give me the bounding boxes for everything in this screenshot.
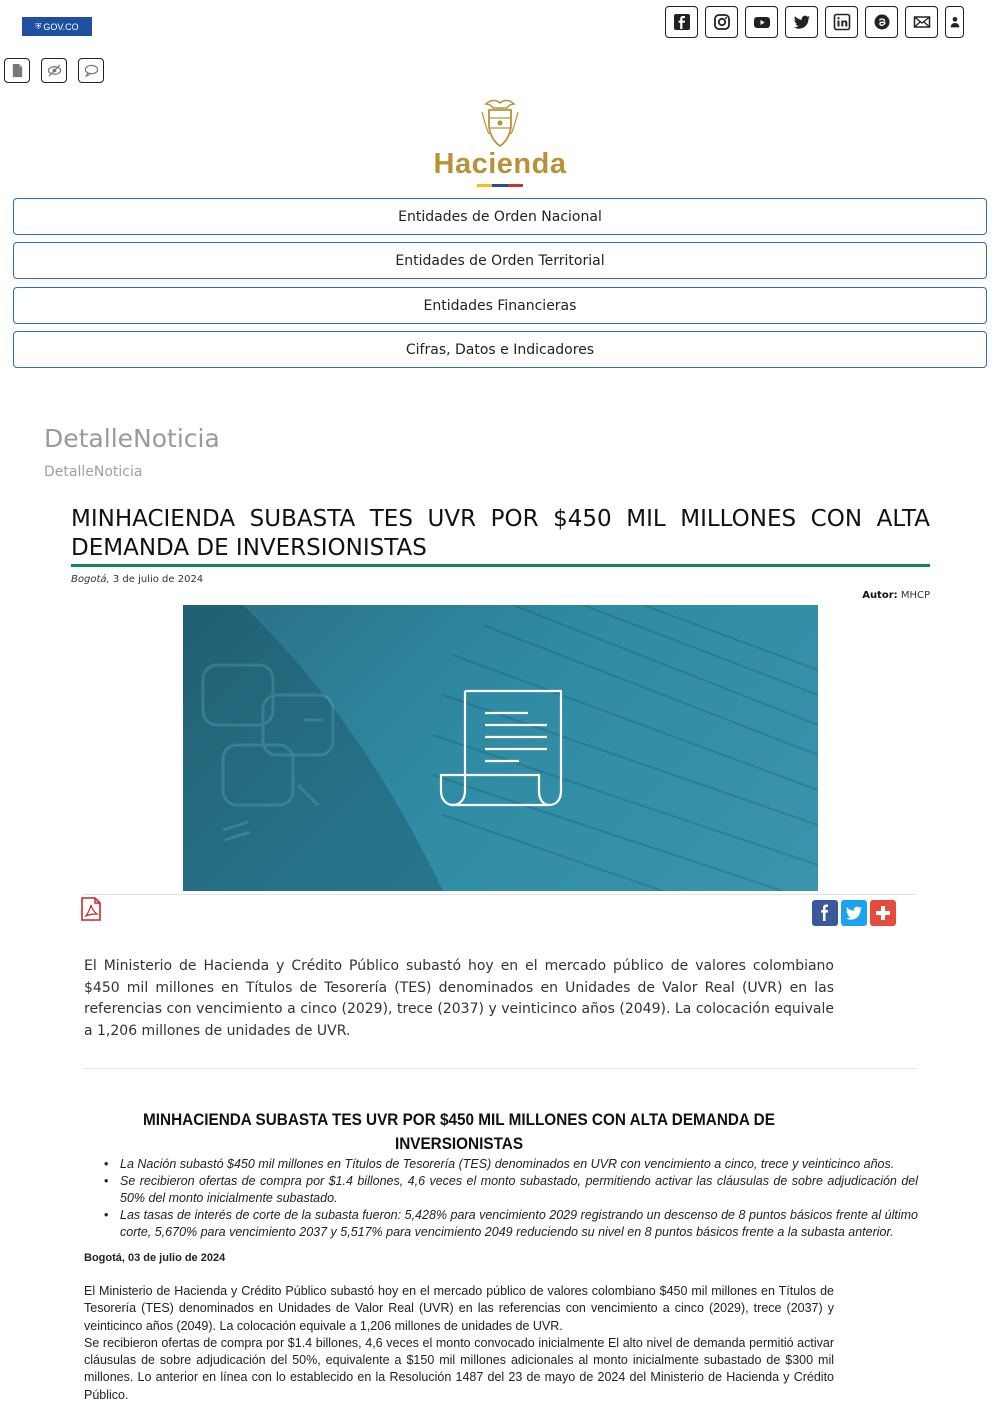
nav-entidades-territorial[interactable]: Entidades de Orden Territorial xyxy=(13,242,987,279)
document-button[interactable] xyxy=(4,58,30,83)
breadcrumb: DetalleNoticia xyxy=(44,464,143,480)
facebook-icon xyxy=(673,13,691,31)
mail-icon xyxy=(913,13,931,31)
linkedin-link[interactable] xyxy=(825,6,858,38)
facebook-link[interactable] xyxy=(665,6,698,38)
article-hero-image xyxy=(183,605,818,891)
lead-divider xyxy=(84,1068,916,1069)
addthis-share-button[interactable] xyxy=(870,900,896,926)
instagram-icon xyxy=(713,13,731,31)
instagram-link[interactable] xyxy=(705,6,738,38)
press-date: Bogotá, 03 de julio de 2024 xyxy=(84,1252,226,1264)
share-buttons xyxy=(812,900,896,926)
pdf-icon[interactable] xyxy=(80,897,102,921)
twitter-share-button[interactable] xyxy=(841,900,867,926)
facebook-share-icon xyxy=(817,903,833,923)
linkedin-icon xyxy=(833,13,851,31)
logo-wordmark: Hacienda xyxy=(433,148,567,180)
article-bullets xyxy=(84,1156,918,1241)
addthis-share-icon xyxy=(874,904,892,922)
twitter-share-icon xyxy=(844,904,864,922)
headline-divider xyxy=(71,564,930,567)
youtube-link[interactable] xyxy=(745,6,778,38)
document-icon xyxy=(10,63,25,78)
author-value: MHCP xyxy=(897,590,930,601)
threads-icon xyxy=(873,13,891,31)
body-paragraph: Se recibieron ofertas de compra por $1.4 billones, 4,6 veces el monto convocado inicialmente El alto nivel de demanda permitió activar cláusulas de sobre adjudicación del 50%, equivalente a $150 mil millones adicionales al monto inicialmente subastado de $300 mil millones. Lo anterior en línea con lo establecido en la Resolución 1487 del 23 de mayo de 2024 del Ministerio de Hacienda y Crédito Público. xyxy=(84,1335,834,1402)
date-city: Bogotá, xyxy=(71,574,110,585)
body-paragraph: El Ministerio de Hacienda y Crédito Público subastó hoy en el mercado público de valores colombiano $450 mil millones en Títulos de Tesorería (TES) denominados en Unidades de Valor Real (UVR) en las referencias con vencimiento a cinco (2029), trece (2037) y veinticinco años (2049). La colocación equivale a 1,206 millones de unidades de UVR. xyxy=(84,1284,834,1333)
flag-bar xyxy=(477,184,523,187)
user-icon xyxy=(949,14,961,30)
article-headline: MINHACIENDA SUBASTA TES UVR POR $450 MIL MILLONES CON ALTA DEMANDA DE INVERSIONISTAS xyxy=(71,506,930,561)
gov-shield-icon: ⛨ xyxy=(35,21,42,31)
contrast-button[interactable] xyxy=(41,58,67,83)
mail-link[interactable] xyxy=(905,6,938,38)
nav-entidades-financieras[interactable]: Entidades Financieras xyxy=(13,287,987,324)
youtube-icon xyxy=(753,13,771,31)
twitter-link[interactable] xyxy=(785,6,818,38)
article-subhead: MINHACIENDA SUBASTA TES UVR POR $450 MIL MILLONES CON ALTA DEMANDA DE INVERSIONISTAS xyxy=(143,1110,775,1153)
gov-co-badge[interactable] xyxy=(22,17,92,36)
nav-cifras-datos[interactable]: Cifras, Datos e Indicadores xyxy=(13,331,987,368)
list-item: • Se recibieron ofertas de compra por $1.4 billones, 4,6 veces el monto subastado, permitiendo activar las cláusulas de sobre adjudicación del 50% del monto inicialmente subastado. xyxy=(84,1173,918,1207)
gov-co-label: GOV.CO xyxy=(43,21,79,32)
chat-button[interactable] xyxy=(78,58,104,83)
article-body xyxy=(84,1283,834,1404)
author-label: Autor: xyxy=(862,590,898,601)
article-date xyxy=(71,574,203,585)
date-text: 3 de julio de 2024 xyxy=(109,574,204,585)
accessibility-tools xyxy=(4,58,104,83)
article-lead: El Ministerio de Hacienda y Crédito Público subastó hoy en el mercado público de valores colombiano $450 mil millones en Títulos de Tesorería (TES) denominados en Unidades de Valor Real (UVR) en las referencias con vencimiento a cinco (2029), trece (2037) y veinticinco años (2049). La colocación equivale a 1,206 millones de unidades de UVR. xyxy=(84,958,834,1039)
threads-link[interactable] xyxy=(865,6,898,38)
social-links xyxy=(665,6,964,38)
twitter-icon xyxy=(793,13,811,31)
hacienda-logo[interactable] xyxy=(430,98,570,187)
list-item: • La Nación subastó $450 mil millones en Títulos de Tesorería (TES) denominados en UVR con vencimiento a cinco, trece y veinticinco años. xyxy=(84,1156,918,1173)
hide-eye-icon xyxy=(47,63,62,78)
user-link[interactable] xyxy=(945,6,964,38)
nav-entidades-nacional[interactable]: Entidades de Orden Nacional xyxy=(13,198,987,235)
chat-icon xyxy=(84,63,99,78)
coat-of-arms-icon xyxy=(476,98,524,150)
list-item: • Las tasas de interés de corte de la subasta fueron: 5,428% para vencimiento 2029 registrando un descenso de 8 puntos básicos frente al último corte, 5,670% para vencimiento 2037 y 5,517% para vencimiento 2049 reduciendo su nivel en 8 puntos básicos frente a la subasta anterior. xyxy=(84,1207,918,1241)
facebook-share-button[interactable] xyxy=(812,900,838,926)
image-divider xyxy=(84,894,916,895)
page-title: DetalleNoticia xyxy=(44,424,220,453)
article-author xyxy=(862,590,930,601)
